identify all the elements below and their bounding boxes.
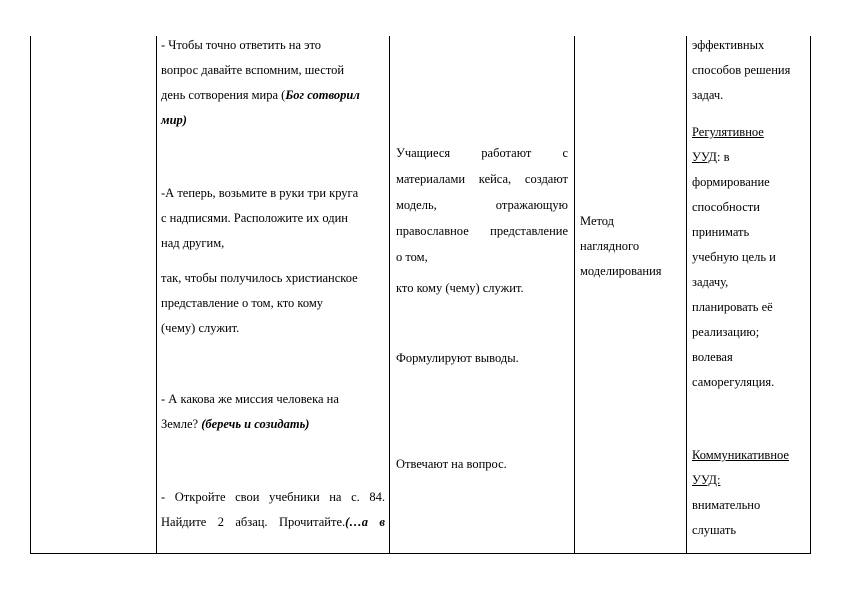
teacher-activity-cell-2 (161, 181, 385, 256)
italic-answer: мир) (161, 113, 187, 127)
text-line: внимательно (692, 498, 761, 512)
text-line: волевая (692, 350, 733, 364)
text-line: модель, отражающую (396, 198, 568, 212)
text-line: способов решения (692, 63, 791, 77)
text-line: формирование (692, 175, 770, 189)
italic-answer: (…а в (345, 515, 386, 529)
table-border-col1 (156, 36, 157, 554)
table-border-col2 (389, 36, 390, 554)
teacher-activity-cell-4 (161, 387, 385, 437)
text-line: - Откройте свои учебники на с. 84. (161, 490, 385, 504)
student-activity-cell-3 (396, 346, 568, 371)
text-line: представление о том, кто кому (161, 296, 324, 310)
table-border-right (810, 36, 811, 554)
communicative-uud-title: Коммуникативное (692, 448, 789, 462)
table-border-col3 (574, 36, 575, 554)
text-line (692, 145, 808, 170)
text-line: с надписями. Расположите их один (161, 211, 348, 225)
text-line: -А теперь, возьмите в руки три круга (161, 186, 359, 200)
text-line: способности (692, 200, 760, 214)
text-line (161, 510, 385, 535)
regulative-uud-title: Регулятивное (692, 125, 764, 139)
text-line: православное представление (396, 224, 568, 238)
text-line: Отвечают на вопрос. (396, 457, 507, 471)
uud-abbrev: УУД (692, 150, 717, 164)
text-line (161, 83, 385, 108)
text-line: эффективных (692, 38, 765, 52)
text-line: наглядного (580, 239, 640, 253)
uud-cell (692, 33, 808, 108)
text-line: над другим, (161, 236, 225, 250)
text-span: : в (716, 150, 730, 164)
italic-answer: (беречь и созидать) (201, 417, 310, 431)
text-line: саморегуляция. (692, 375, 775, 389)
text-line: кто кому (чему) служит. (396, 281, 524, 295)
uud-abbrev: УУД: (692, 473, 721, 487)
text-line: (чему) служит. (161, 321, 240, 335)
table-border-left (30, 36, 31, 554)
text-line: Метод (580, 214, 615, 228)
communicative-uud-cell (692, 443, 808, 543)
text-line: - А какова же миссия человека на (161, 392, 339, 406)
text-line: о том, (396, 250, 428, 264)
text-line: - Чтобы точно ответить на это (161, 38, 322, 52)
text-line: слушать (692, 523, 737, 537)
text-line: материалами кейса, создают (396, 172, 568, 186)
text-line: принимать (692, 225, 750, 239)
student-activity-cell-4 (396, 452, 568, 477)
text-line: моделирования (580, 264, 662, 278)
student-activity-cell (396, 140, 568, 270)
text-line: задачу, (692, 275, 729, 289)
text-line: учебную цель и (692, 250, 776, 264)
regulative-uud-cell (692, 120, 808, 395)
method-cell (580, 209, 684, 284)
text-line: Учащиеся работают с (396, 146, 568, 160)
text-line: вопрос давайте вспомним, шестой (161, 63, 345, 77)
teacher-activity-cell (161, 33, 385, 133)
text-span: Земле? (161, 417, 202, 431)
text-line (161, 412, 385, 437)
text-span: день сотворения мира ( (161, 88, 286, 102)
teacher-activity-cell-5 (161, 485, 385, 535)
italic-answer: Бог сотворил (285, 88, 360, 102)
teacher-activity-cell-3 (161, 266, 385, 341)
text-line: так, чтобы получилось христианское (161, 271, 358, 285)
text-line: планировать её (692, 300, 773, 314)
student-activity-cell-2 (396, 276, 568, 301)
text-line: задач. (692, 88, 724, 102)
text-line: Формулируют выводы. (396, 351, 519, 365)
table-border-col4 (686, 36, 687, 554)
table-border-bottom (30, 553, 810, 554)
text-span: Найдите 2 абзац. Прочитайте. (161, 515, 346, 529)
text-line: реализацию; (692, 325, 760, 339)
